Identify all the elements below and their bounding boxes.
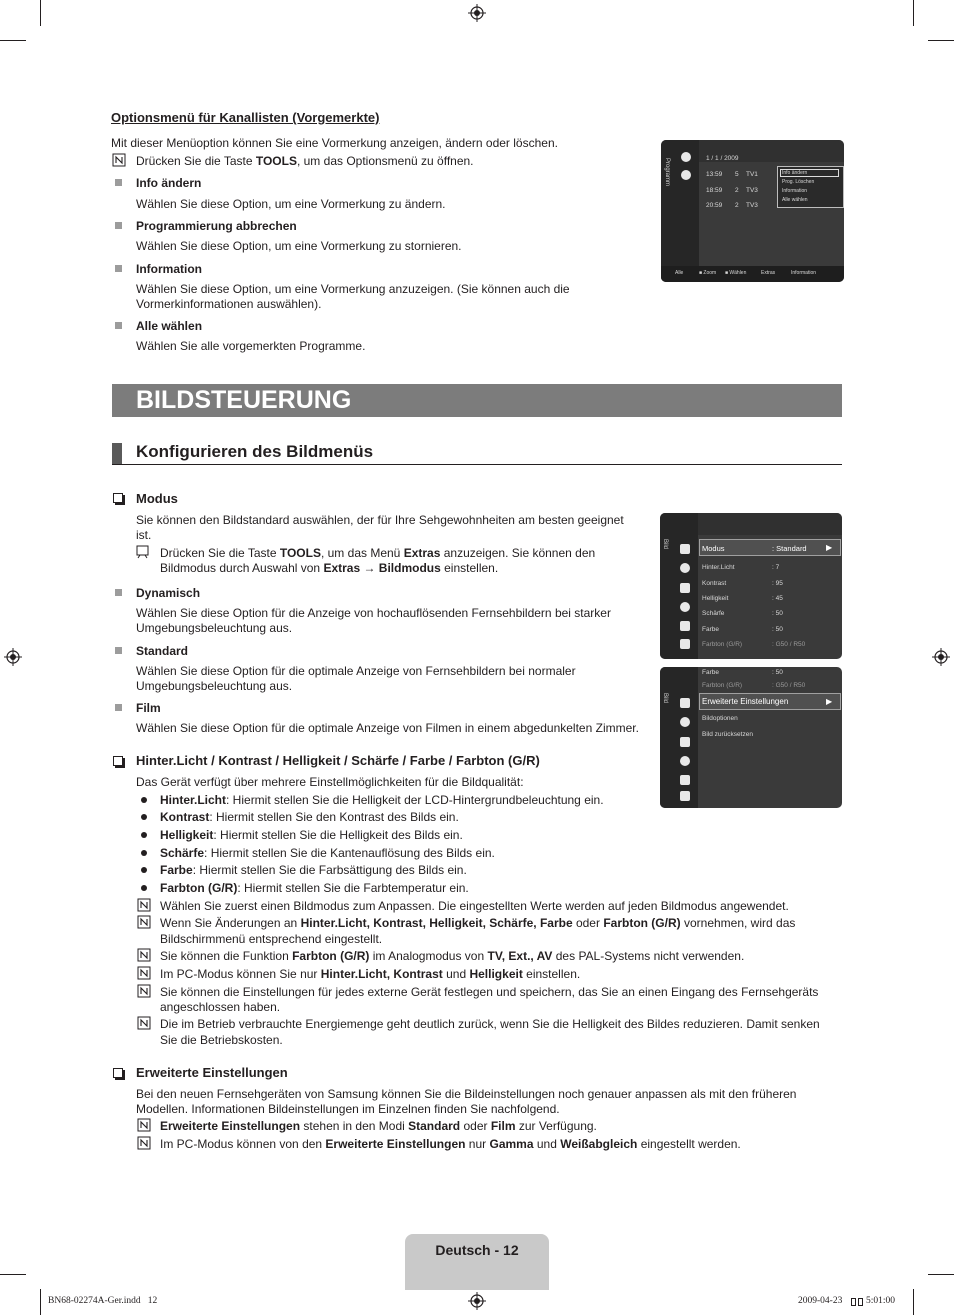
square-bullet-icon bbox=[115, 265, 122, 272]
tv-sidebar bbox=[660, 667, 698, 808]
tv-row-label: Kontrast bbox=[702, 580, 727, 587]
setting-item: Helligkeit: Hiermit stellen Sie die Helligkeit des Bilds ein. bbox=[160, 828, 463, 842]
erweitert-note: Erweiterte Einstellungen stehen in den Modi Standard oder Film zur Verfügung. bbox=[160, 1119, 597, 1133]
option-title: Programmierung abbrechen bbox=[136, 219, 297, 233]
globe-icon bbox=[681, 170, 691, 180]
tv-num: 2 bbox=[735, 187, 739, 194]
tv-row-value: : 7 bbox=[772, 564, 780, 571]
checkbox-bullet-icon bbox=[113, 756, 123, 766]
remote-note-icon bbox=[136, 545, 150, 559]
setting-item: Kontrast: Hiermit stellen Sie den Kontrast des Bilds ein. bbox=[160, 810, 459, 824]
registration-mark-icon bbox=[468, 4, 486, 22]
crop-mark bbox=[40, 1289, 41, 1315]
options-intro: Mit dieser Menüoption können Sie eine Vormerkung anzeigen, ändern oder löschen. bbox=[111, 136, 558, 150]
options-heading: Optionsmenü für Kanallisten (Vorgemerkte) bbox=[111, 110, 380, 125]
registration-mark-icon bbox=[4, 648, 22, 666]
tv-row-label: Farbe bbox=[702, 626, 719, 633]
mode-desc: Umgebungsbeleuchtung aus. bbox=[136, 679, 293, 693]
erweitert-note: Im PC-Modus können von den Erweiterte Einstellungen nur Gamma und Weißabgleich eingestellt werden. bbox=[160, 1137, 741, 1151]
dot-bullet-icon bbox=[141, 850, 147, 856]
setting-item: Hinter.Licht: Hiermit stellen Sie die Helligkeit der LCD-Hintergrundbeleuchtung ein. bbox=[160, 793, 604, 807]
section-rule bbox=[112, 464, 842, 465]
hinter-note: Wenn Sie Änderungen an Hinter.Licht, Kontrast, Helligkeit, Schärfe, Farbe oder Farbton (G/R) vornehmen, wird das bbox=[160, 916, 796, 930]
hinter-note: Im PC-Modus können Sie nur Hinter.Licht, Kontrast und Helligkeit einstellen. bbox=[160, 967, 581, 981]
modus-desc: Sie können den Bildstandard auswählen, der für Ihre Sehgewohnheiten am besten geeignet bbox=[136, 513, 624, 527]
crop-mark bbox=[0, 1274, 26, 1275]
tv-row-label: Bildoptionen bbox=[702, 715, 738, 722]
tv-row-label: Farbe bbox=[702, 669, 719, 676]
tv-popup-item: Information bbox=[782, 188, 808, 194]
setting-item: Schärfe: Hiermit stellen Sie die Kantenauflösung des Bilds ein. bbox=[160, 846, 495, 860]
page-number-label: Deutsch - 12 bbox=[435, 1242, 519, 1258]
tv-footer-bar bbox=[661, 266, 844, 282]
tv-arrow-icon: ▶ bbox=[826, 543, 833, 552]
tv-row-label: Schärfe bbox=[702, 610, 725, 617]
registration-mark-icon bbox=[468, 1292, 486, 1310]
tv-row-label: Hinter.Licht bbox=[702, 564, 735, 571]
tv-screen-bild bbox=[660, 513, 842, 659]
modus-note: Bildmodus durch Auswahl von Extras → Bildmodus einstellen. bbox=[160, 561, 499, 575]
crop-mark bbox=[40, 0, 41, 26]
hinter-note: Bildschirmmenü entsprechend eingestellt. bbox=[160, 932, 383, 946]
tv-row-label: Farbton (G/R) bbox=[702, 682, 743, 689]
mode-title: Film bbox=[136, 701, 161, 715]
tv-footer-item: ■ Wählen bbox=[725, 270, 747, 276]
tv-row-label: Farbton (G/R) bbox=[702, 641, 743, 648]
tv-row-label: Bild zurücksetzen bbox=[702, 731, 753, 738]
tv-row-label: Helligkeit bbox=[702, 595, 729, 602]
support-icon bbox=[680, 639, 690, 649]
note-icon bbox=[137, 966, 151, 980]
picture-icon bbox=[680, 544, 690, 554]
hinter-note: Sie können die Funktion Farbton (G/R) im Analogmodus von TV, Ext., AV des PAL-Systems nicht verwenden. bbox=[160, 949, 745, 963]
option-desc: Wählen Sie alle vorgemerkten Programme. bbox=[136, 339, 366, 353]
tv-arrow-icon: ▶ bbox=[826, 697, 833, 706]
note-icon bbox=[137, 898, 151, 912]
tv-time: 18:59 bbox=[706, 187, 723, 194]
note-icon bbox=[137, 948, 151, 962]
banner-title: BILDSTEUERUNG bbox=[136, 386, 352, 414]
tv-sidebar bbox=[660, 513, 698, 659]
print-date: 2009-04-23 bbox=[798, 1296, 843, 1306]
tv-time: 20:59 bbox=[706, 202, 723, 209]
hinter-note: Die im Betrieb verbrauchte Energiemenge geht deutlich zurück, wenn Sie die Helligkeit des Bildes reduzieren. Damit senken bbox=[160, 1017, 820, 1031]
crop-mark bbox=[913, 0, 914, 26]
print-file-info: BN68-02274A-Ger.indd 12 bbox=[48, 1296, 158, 1306]
mode-desc: Wählen Sie diese Option für die optimale Anzeige von Fernsehbildern bei normaler bbox=[136, 664, 576, 678]
channel-icon bbox=[680, 583, 690, 593]
input-icon bbox=[680, 775, 690, 785]
modus-title: Modus bbox=[136, 491, 178, 506]
picture-icon bbox=[680, 698, 690, 708]
tv-screen-programm bbox=[661, 140, 844, 282]
mode-desc: Wählen Sie diese Option für die Anzeige von hochauflösenden Fernsehbildern bei starker bbox=[136, 606, 611, 620]
note-icon bbox=[137, 915, 151, 929]
hinter-intro: Das Gerät verfügt über mehrere Einstellmöglichkeiten für die Bildqualität: bbox=[136, 775, 524, 789]
tv-popup-item: Info ändern bbox=[782, 170, 808, 176]
hinter-note: Sie die Betriebskosten. bbox=[160, 1033, 283, 1047]
tv-top-bar bbox=[698, 513, 842, 535]
tv-row-value: : 95 bbox=[772, 580, 783, 587]
setting-item: Farbe: Hiermit stellen Sie die Farbsättigung des Bilds ein. bbox=[160, 863, 467, 877]
crop-mark bbox=[913, 1289, 914, 1315]
tv-row-value: : 50 bbox=[772, 626, 783, 633]
option-desc: Wählen Sie diese Option, um eine Vormerkung zu stornieren. bbox=[136, 239, 462, 253]
glyph-placeholder-icon bbox=[851, 1298, 856, 1306]
hinter-title: Hinter.Licht / Kontrast / Helligkeit / Schärfe / Farbe / Farbton (G/R) bbox=[136, 753, 540, 768]
square-bullet-icon bbox=[115, 647, 122, 654]
option-title: Info ändern bbox=[136, 176, 202, 190]
tv-sel-label: Erweiterte Einstellungen bbox=[702, 697, 789, 706]
mode-desc: Umgebungsbeleuchtung aus. bbox=[136, 621, 293, 635]
tv-side-label: Programm bbox=[664, 158, 670, 187]
section-marker bbox=[112, 443, 122, 464]
tv-sel-value: : Standard bbox=[772, 544, 807, 553]
input-icon bbox=[680, 621, 690, 631]
note-icon bbox=[137, 1118, 151, 1132]
crop-mark bbox=[928, 40, 954, 41]
options-note: Drücken Sie die Taste TOOLS, um das Optionsmenü zu öffnen. bbox=[136, 154, 474, 168]
tv-channel: TV3 bbox=[746, 202, 758, 209]
option-title: Alle wählen bbox=[136, 319, 203, 333]
registration-mark-icon bbox=[932, 648, 950, 666]
tv-popup-item: Alle wählen bbox=[782, 197, 808, 203]
option-desc: Wählen Sie diese Option, um eine Vormerkung anzuzeigen. (Sie können auch die bbox=[136, 282, 570, 296]
tv-footer-item: Information bbox=[791, 270, 817, 276]
print-time: 5:01:00 bbox=[866, 1296, 896, 1306]
note-icon bbox=[137, 1016, 151, 1030]
checkbox-bullet-icon bbox=[113, 1068, 123, 1078]
dot-bullet-icon bbox=[141, 885, 147, 891]
mode-title: Dynamisch bbox=[136, 586, 201, 600]
note-icon bbox=[112, 153, 126, 167]
tv-channel: TV3 bbox=[746, 187, 758, 194]
tv-screen-bild-erweitert bbox=[660, 667, 842, 808]
option-title: Information bbox=[136, 262, 202, 276]
setting-item: Farbton (G/R): Hiermit stellen Sie die Farbtemperatur ein. bbox=[160, 881, 469, 895]
mode-desc: Wählen Sie diese Option für die optimale Anzeige von Filmen in einem abgedunkelten Zimmer. bbox=[136, 721, 639, 735]
square-bullet-icon bbox=[115, 322, 122, 329]
support-icon bbox=[680, 791, 690, 801]
tv-num: 2 bbox=[735, 202, 739, 209]
tv-popup-item: Prog. Löschen bbox=[782, 179, 815, 185]
tv-num: 5 bbox=[735, 171, 739, 178]
heart-icon bbox=[681, 152, 691, 162]
setup-icon bbox=[680, 602, 690, 612]
modus-note: Drücken Sie die Taste TOOLS, um das Menü Extras anzuzeigen. Sie können den bbox=[160, 546, 596, 560]
note-icon bbox=[137, 1136, 151, 1150]
tv-side-label: Bild bbox=[662, 539, 668, 550]
square-bullet-icon bbox=[115, 589, 122, 596]
tv-row-value: : 45 bbox=[772, 595, 783, 602]
tv-sel-label: Modus bbox=[702, 544, 725, 553]
sound-icon bbox=[680, 563, 690, 573]
option-desc: Vormerkinformationen auswählen). bbox=[136, 297, 322, 311]
modus-desc: ist. bbox=[136, 528, 152, 542]
channel-icon bbox=[680, 737, 690, 747]
checkbox-bullet-icon bbox=[113, 493, 123, 503]
dot-bullet-icon bbox=[141, 832, 147, 838]
dot-bullet-icon bbox=[141, 797, 147, 803]
tv-row-value: : G50 / R50 bbox=[772, 682, 806, 689]
hinter-note: Sie können die Einstellungen für jedes externe Gerät festlegen und speichern, das Sie an einen Eingang des Fernsehgeräts bbox=[160, 985, 819, 999]
setup-icon bbox=[680, 756, 690, 766]
square-bullet-icon bbox=[115, 222, 122, 229]
erweitert-desc: Bei den neuen Fernsehgeräten von Samsung können Sie die Bildeinstellungen noch genauer anpassen als mit den früheren bbox=[136, 1087, 797, 1101]
mode-title: Standard bbox=[136, 644, 189, 658]
tv-footer-item: Alle bbox=[675, 270, 684, 276]
section-title: Konfigurieren des Bildmenüs bbox=[136, 442, 374, 461]
glyph-placeholder-icon bbox=[858, 1298, 863, 1306]
sound-icon bbox=[680, 717, 690, 727]
tv-footer-item: ■ Zoom bbox=[699, 270, 717, 276]
dot-bullet-icon bbox=[141, 814, 147, 820]
tv-row-value: : G50 / R50 bbox=[772, 641, 806, 648]
tv-channel: TV1 bbox=[746, 171, 758, 178]
tv-row-value: : 50 bbox=[772, 610, 783, 617]
dot-bullet-icon bbox=[141, 867, 147, 873]
crop-mark bbox=[928, 1274, 954, 1275]
erweitert-title: Erweiterte Einstellungen bbox=[136, 1065, 288, 1080]
square-bullet-icon bbox=[115, 179, 122, 186]
hinter-note: angeschlossen haben. bbox=[160, 1000, 281, 1014]
hinter-note: Wählen Sie zuerst einen Bildmodus zum Anpassen. Die eingestellten Werte werden auf jeden Bildmodus angewendet. bbox=[160, 899, 789, 913]
square-bullet-icon bbox=[115, 704, 122, 711]
crop-mark bbox=[0, 40, 26, 41]
option-desc: Wählen Sie diese Option, um eine Vormerkung zu ändern. bbox=[136, 197, 446, 211]
tv-time: 13:59 bbox=[706, 171, 723, 178]
note-icon bbox=[137, 984, 151, 998]
tv-side-label: Bild bbox=[662, 693, 668, 704]
tv-date: 1 / 1 / 2009 bbox=[706, 155, 739, 162]
tv-footer-item: Extras bbox=[761, 270, 776, 276]
tv-row-value: : 50 bbox=[772, 669, 783, 676]
erweitert-desc: Modellen. Informationen Bildeinstellungen im Einzelnen finden Sie nachfolgend. bbox=[136, 1102, 560, 1116]
